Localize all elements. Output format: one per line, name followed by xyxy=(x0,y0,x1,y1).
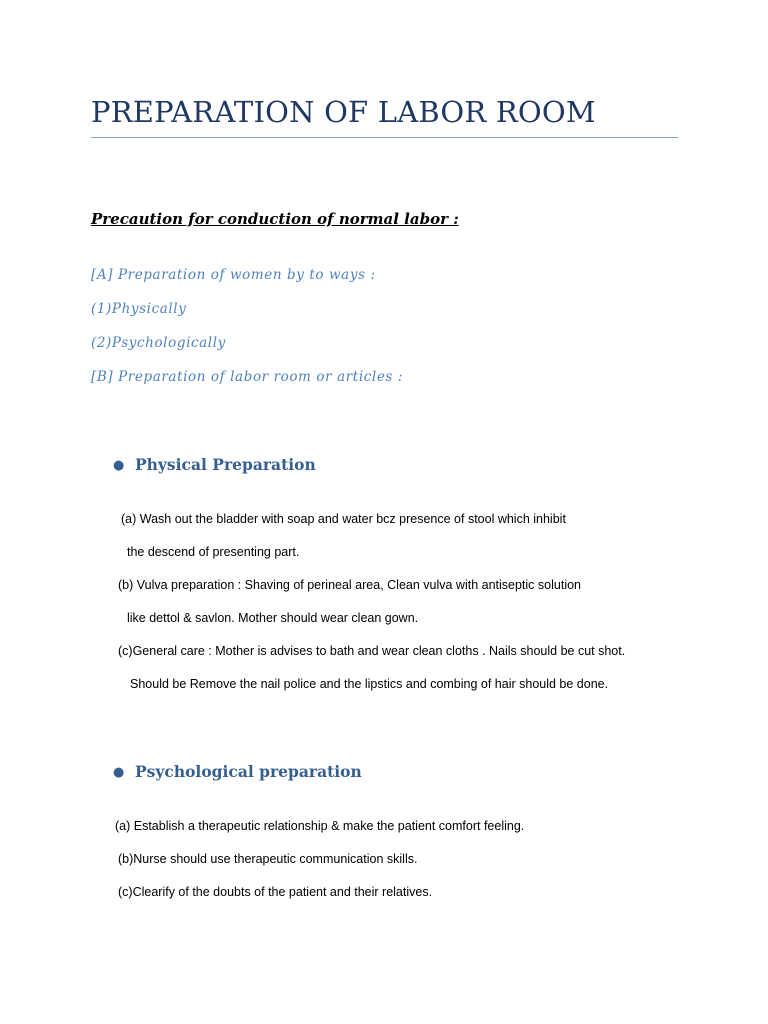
precaution-subheading: Precaution for conduction of normal labor : xyxy=(91,210,459,228)
intro-line-psychologically: (2)Psychologically xyxy=(91,335,226,351)
intro-line-physically: (1)Physically xyxy=(91,301,187,317)
section-heading-text: Physical Preparation xyxy=(135,455,316,474)
physical-line-c-cont: Should be Remove the nail police and the lipstics and combing of hair should be done. xyxy=(130,677,609,691)
physical-line-b: (b) Vulva preparation : Shaving of perineal area, Clean vulva with antiseptic solution xyxy=(118,578,581,592)
section-heading-psychological xyxy=(113,762,362,781)
psych-line-a: (a) Establish a therapeutic relationship & make the patient comfort feeling. xyxy=(115,819,525,833)
title-underline-rule xyxy=(91,137,678,138)
physical-line-c: (c)General care : Mother is advises to bath and wear clean cloths . Nails should be cut shot. xyxy=(118,644,626,658)
page-title: PREPARATION OF LABOR ROOM xyxy=(91,95,596,129)
intro-line-a: [A] Preparation of women by to ways : xyxy=(91,267,376,283)
physical-line-a: (a) Wash out the bladder with soap and water bcz presence of stool which inhibit xyxy=(121,512,566,526)
section-heading-physical xyxy=(113,455,316,474)
intro-line-b: [B] Preparation of labor room or articles : xyxy=(91,369,403,385)
psych-line-b: (b)Nurse should use therapeutic communication skills. xyxy=(118,852,418,866)
psych-line-c: (c)Clearify of the doubts of the patient and their relatives. xyxy=(118,885,433,899)
physical-line-b-cont: like dettol & savlon. Mother should wear clean gown. xyxy=(127,611,419,625)
physical-line-a-cont: the descend of presenting part. xyxy=(127,545,300,559)
bullet-icon: ● xyxy=(113,458,125,473)
bullet-icon: ● xyxy=(113,765,125,780)
section-heading-text: Psychological preparation xyxy=(135,762,362,781)
